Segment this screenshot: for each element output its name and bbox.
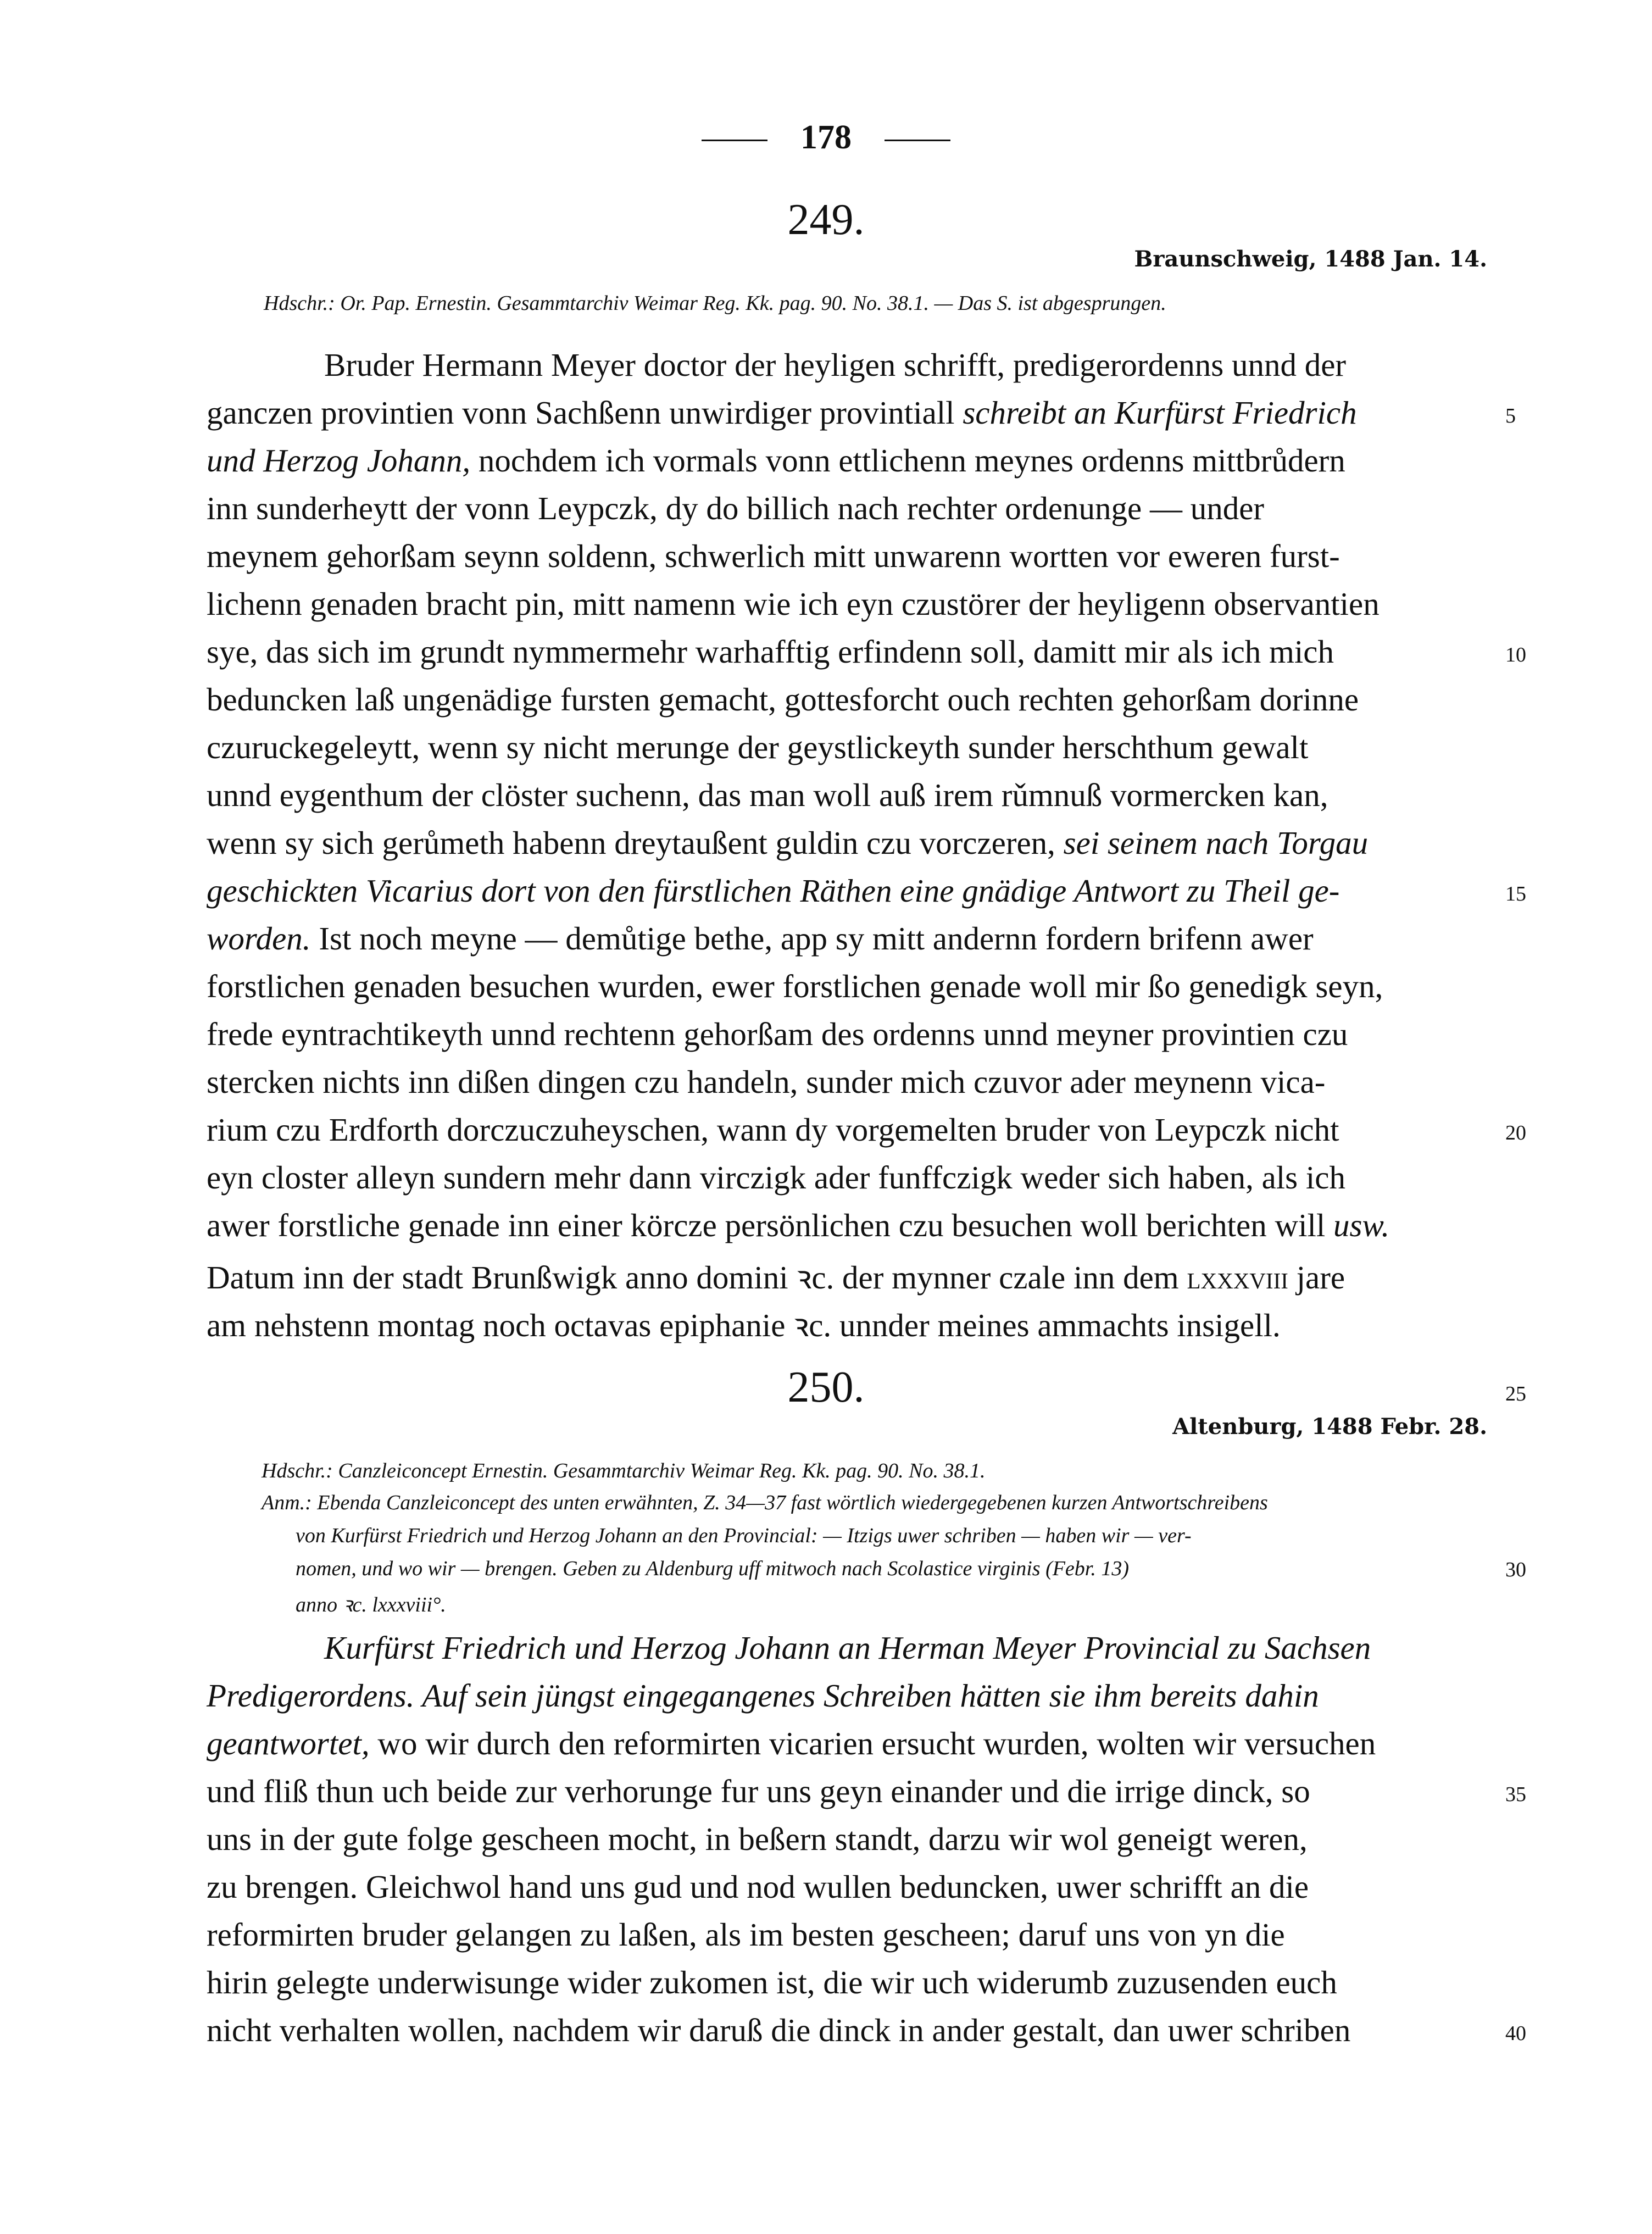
text-segment: Datum inn der stadt Brunßwigk anno domini ꝛc. der mynner czale inn dem — [207, 1259, 1187, 1296]
line-number: 5 — [1505, 404, 1516, 427]
header-rule-right — [885, 140, 950, 141]
source-note-249: Hdschr.: Or. Pap. Ernestin. Gesammtarchiv Weimar Reg. Kk. pag. 90. No. 38.1. — Das S. ist abgesprungen. — [264, 292, 1166, 315]
text-segment: usw. — [1333, 1207, 1390, 1243]
text-segment: schreibt an Kurfürst Friedrich — [963, 394, 1357, 431]
text-segment: stercken nichts inn dißen dingen czu handeln, sunder mich czuvor ader meynenn vica- — [207, 1064, 1326, 1100]
text-line — [207, 2011, 1350, 2049]
text-line — [207, 537, 1340, 575]
text-segment: Bruder Hermann Meyer doctor der heyligen schrifft, predigerordenns unnd der — [324, 347, 1347, 383]
text-segment: lichenn genaden bracht pin, mitt namenn wie ich eyn czustörer der heyligenn observantien — [207, 586, 1380, 622]
text-line — [207, 1302, 1281, 1346]
text-line — [207, 729, 1308, 766]
text-segment: inn sunderheytt der vonn Leypczk, dy do billich nach rechter ordenunge — under — [207, 490, 1265, 526]
text-line — [207, 681, 1359, 719]
text-line — [207, 1725, 1376, 1763]
text-segment: czuruckegeleytt, wenn sy nicht merunge der geystlickeyth sunder herschthum gewalt — [207, 729, 1309, 765]
text-segment: unnd eygenthum der clöster suchenn, das man woll auß irem rǔmnuß vormercken kan, — [207, 777, 1328, 813]
text-segment: am nehstenn montag noch octavas epiphanie ꝛc. unnder meines ammachts insigell. — [207, 1307, 1281, 1343]
line-number: 15 — [1505, 882, 1526, 905]
text-line — [207, 1964, 1337, 2002]
text-segment: worden. — [207, 920, 311, 957]
text-segment: hirin gelegte underwisunge wider zukomen ist, die wir uch widerumb zuzusenden euch — [207, 1964, 1337, 2000]
text-line — [207, 585, 1380, 623]
line-number: 30 — [1505, 1558, 1526, 1581]
text-segment: eyn closter alleyn sundern mehr dann virczigk ader funffczigk weder sich haben, als ich — [207, 1159, 1345, 1196]
text-segment: wo wir durch den reformirten vicarien ersucht wurden, wolten wir versuchen — [369, 1725, 1376, 1761]
annotation-line — [296, 1557, 1129, 1581]
document-number-250: 250. — [787, 1363, 865, 1411]
text-segment: jare — [1288, 1259, 1345, 1296]
text-line — [207, 394, 1357, 432]
text-line — [207, 824, 1368, 862]
place-date-249: Braunschweig, 1488 Jan. 14. — [1134, 246, 1487, 272]
text-segment: nicht verhalten wollen, nachdem wir daruß die dinck in ander gestalt, dan uwer schriben — [207, 2012, 1351, 2048]
text-segment: anno ꝛc. lxxxviii°. — [296, 1593, 446, 1616]
text-line — [207, 633, 1334, 671]
text-segment: awer forstliche genade inn einer körcze persönlichen czu besuchen woll berichten will — [207, 1207, 1334, 1243]
text-line — [207, 872, 1339, 910]
text-segment: nomen, und wo wir — brengen. Geben zu Aldenburg uff mitwoch nach Scolastice virginis — [296, 1557, 1046, 1580]
text-line — [207, 1254, 1345, 1298]
page-number: 178 — [800, 119, 852, 156]
text-segment: — Itzigs uwer schriben — haben wir — ver- — [817, 1524, 1192, 1547]
text-line — [207, 1015, 1348, 1053]
line-number: 10 — [1505, 643, 1526, 666]
text-line — [207, 1916, 1285, 1954]
text-segment: ganczen provintien vonn Sachßenn unwirdiger provintiall — [207, 394, 963, 431]
text-segment: rium czu Erdforth dorczuczuheyschen, wann dy vorgemelten bruder von Leypczk nicht — [207, 1112, 1339, 1148]
text-line — [207, 1159, 1345, 1197]
text-segment: und Herzog Johann, — [207, 442, 471, 479]
text-segment: Ist noch meyne — demůtige bethe, app sy mitt andernn fordern brifenn awer — [310, 920, 1314, 957]
text-line — [324, 346, 1346, 384]
annotation-line — [296, 1590, 446, 1618]
text-line — [207, 1111, 1339, 1149]
text-line — [207, 490, 1264, 527]
text-segment: beduncken laß ungenädige fursten gemacht, gottesforcht ouch rechten gehorßam dorinne — [207, 681, 1359, 718]
text-segment: uns in der gute folge gescheen mocht, in beßern standt, darzu wir wol geneigt weren, — [207, 1821, 1308, 1857]
line-number: 40 — [1505, 2022, 1526, 2045]
text-line — [207, 920, 1314, 958]
text-segment: lxxxviii — [1187, 1259, 1288, 1296]
source-note-250: Hdschr.: Canzleiconcept Ernestin. Gesammtarchiv Weimar Reg. Kk. pag. 90. No. 38.1. — [262, 1459, 986, 1482]
text-segment: wenn sy sich gerůmeth habenn dreytaußent guldin czu vorczeren, — [207, 825, 1064, 861]
text-segment: geantwortet, — [207, 1725, 370, 1761]
line-number: 25 — [1505, 1382, 1526, 1405]
text-segment: Predigerordens. Auf sein jüngst eingegangenes Schreiben hätten sie ihm bereits dahin — [207, 1677, 1319, 1714]
text-line — [207, 1207, 1389, 1244]
text-segment: von Kurfürst Friedrich und Herzog Johann an den Provincial: — [296, 1524, 818, 1547]
text-segment: geschickten Vicarius dort von den fürstlichen Räthen eine gnädige Antwort zu Theil ge- — [207, 873, 1340, 909]
text-line — [207, 442, 1345, 480]
header-rule-left — [702, 140, 767, 141]
line-number: 35 — [1505, 1783, 1526, 1806]
text-segment: sei seinem nach Torgau — [1063, 825, 1369, 861]
document-number-249: 249. — [787, 196, 865, 244]
text-line — [207, 1772, 1310, 1810]
text-segment: forstlichen genaden besuchen wurden, ewer forstlichen genade woll mir ßo genedigk seyn, — [207, 968, 1383, 1004]
annotation-line — [296, 1524, 1192, 1548]
text-segment: nochdem ich vormals vonn ettlichenn meynes ordenns mittbrůdern — [470, 442, 1345, 479]
text-segment: Kurfürst Friedrich und Herzog Johann an Herman Meyer Provincial zu Sachsen — [324, 1630, 1371, 1666]
text-line — [207, 1677, 1319, 1715]
text-segment: meynem gehorßam seynn soldenn, schwerlich mitt unwarenn wortten vor eweren furst- — [207, 538, 1340, 574]
annotation-line — [262, 1491, 1268, 1515]
text-line — [207, 1820, 1308, 1858]
text-segment: (Febr. 13) — [1045, 1557, 1130, 1580]
text-line — [207, 1868, 1309, 1906]
page-header — [0, 118, 1652, 157]
text-line — [324, 1629, 1371, 1667]
text-segment: zu brengen. Gleichwol hand uns gud und nod wullen beduncken, uwer schrifft an die — [207, 1869, 1309, 1905]
text-segment: und fliß thun uch beide zur verhorunge fur uns geyn einander und die irrige dinck, so — [207, 1773, 1310, 1809]
place-date-250: Altenburg, 1488 Febr. 28. — [1172, 1414, 1487, 1440]
text-line — [207, 1063, 1325, 1101]
text-line — [207, 968, 1383, 1005]
text-segment: reformirten bruder gelangen zu laßen, als im besten gescheen; daruf uns von yn die — [207, 1916, 1285, 1953]
text-line — [207, 776, 1328, 814]
text-segment: frede eyntrachtikeyth unnd rechtenn gehorßam des ordenns unnd meyner provintien czu — [207, 1016, 1348, 1052]
line-number: 20 — [1505, 1121, 1526, 1144]
text-segment: Anm.: Ebenda Canzleiconcept des unten erwähnten, Z. 34—37 fast wörtlich wiedergegebenen kurzen Antwortschreibens — [262, 1491, 1268, 1514]
text-segment: sye, das sich im grundt nymmermehr warhafftig erfindenn soll, damitt mir als ich mich — [207, 633, 1334, 670]
